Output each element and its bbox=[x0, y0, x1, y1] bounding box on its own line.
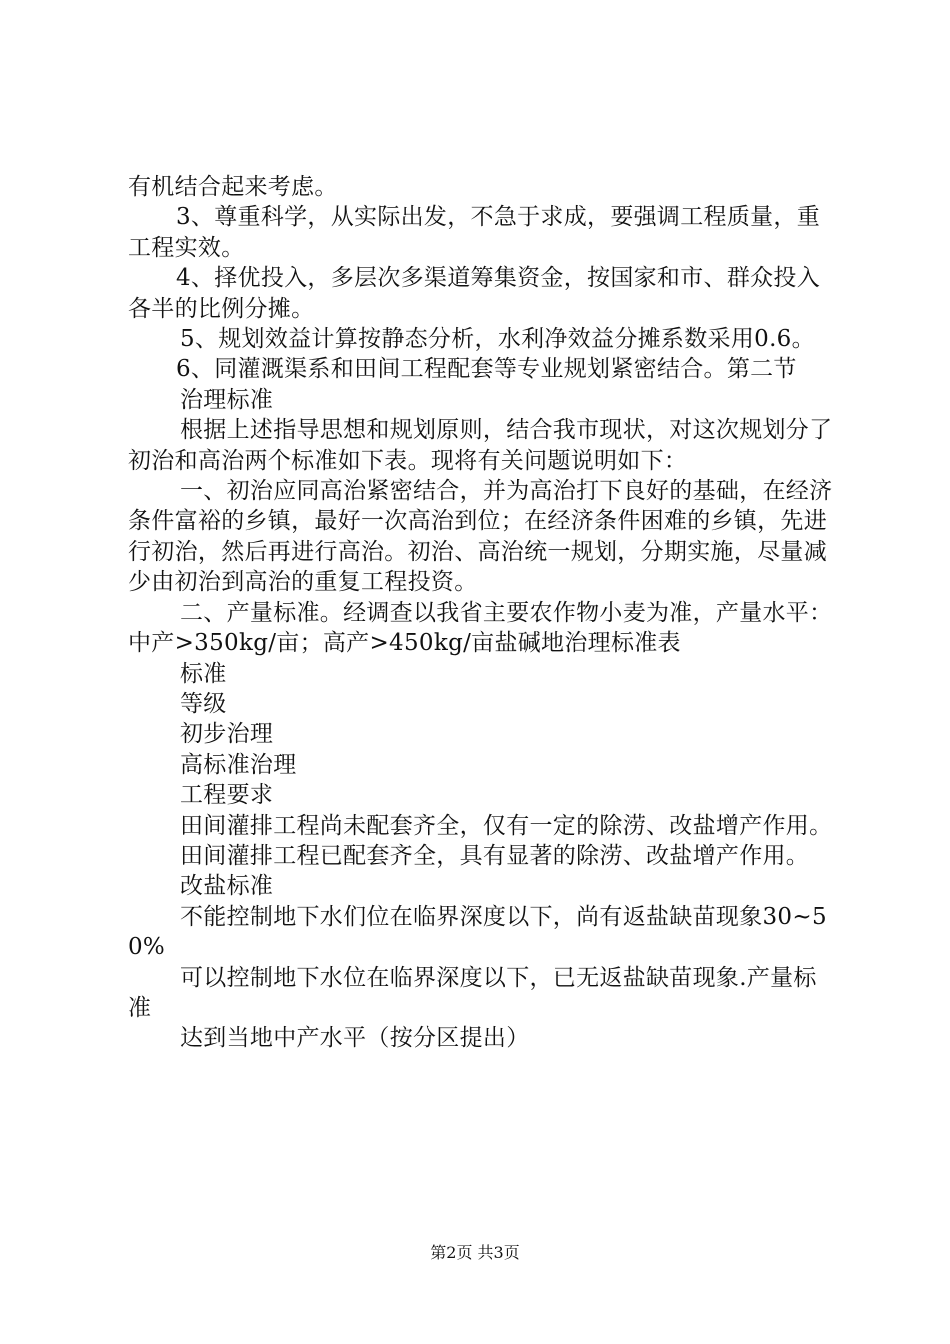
table-label-standard: 标准 bbox=[180, 660, 227, 687]
table-label-engineering: 工程要求 bbox=[180, 782, 274, 809]
paragraph-principle-6: 6、同灌溉渠系和田间工程配套等专业规划紧密结合。第二节 bbox=[176, 356, 797, 383]
table-label-grade: 等级 bbox=[180, 690, 227, 717]
paragraph-intro: 根据上述指导思想和规划原则，结合我市现状，对这次规划分了初治和高治两个标准如下表。现将有关问题说明如下： bbox=[128, 417, 833, 474]
table-cell-yield-initial: 达到当地中产水平（按分区提出） bbox=[180, 1025, 530, 1052]
paragraph-point-1: 一、初治应同高治紧密结合，并为高治打下良好的基础，在经济条件富裕的乡镇，最好一次高治到位；在经济条件困难的乡镇，先进行初治，然后再进行高治。初治、高治统一规划，分期实施，尽量减少由初治到高治的重复工程投资。 bbox=[128, 478, 833, 596]
table-cell-salt-initial: 不能控制地下水们位在临界深度以下，尚有返盐缺苗现象30~50% bbox=[128, 903, 827, 961]
table-cell-engineering-initial: 田间灌排工程尚未配套齐全，仅有一定的除涝、改盐增产作用。 bbox=[180, 812, 833, 839]
table-cell-engineering-high: 田间灌排工程已配套齐全，具有显著的除涝、改盐增产作用。 bbox=[180, 842, 810, 869]
table-label-high: 高标准治理 bbox=[180, 751, 297, 778]
document-body bbox=[128, 172, 838, 1054]
table-label-initial: 初步治理 bbox=[180, 721, 274, 748]
paragraph-point-2: 二、产量标准。经调查以我省主要农作物小麦为准，产量水平：中产>350kg/亩；高产>450kg/亩盐碱地治理标准表 bbox=[128, 599, 833, 657]
paragraph-principle-4: 4、择优投入，多层次多渠道筹集资金，按国家和市、群众投入各半的比例分摊。 bbox=[128, 265, 821, 322]
table-cell-salt-high: 可以控制地下水位在临界深度以下，已无返盐缺苗现象.产量标准 bbox=[128, 964, 817, 1021]
paragraph-principle-3: 3、尊重科学，从实际出发，不急于求成，要强调工程质量，重工程实效。 bbox=[128, 204, 821, 261]
section-heading: 治理标准 bbox=[180, 386, 274, 413]
page-footer: 第2页 共3页 bbox=[430, 1243, 520, 1262]
table-label-salt: 改盐标准 bbox=[180, 873, 274, 900]
paragraph-continuation: 有机结合起来考虑。 bbox=[128, 174, 338, 200]
paragraph-principle-5: 5、规划效益计算按静态分析，水利净效益分摊系数采用0.6。 bbox=[180, 326, 815, 353]
